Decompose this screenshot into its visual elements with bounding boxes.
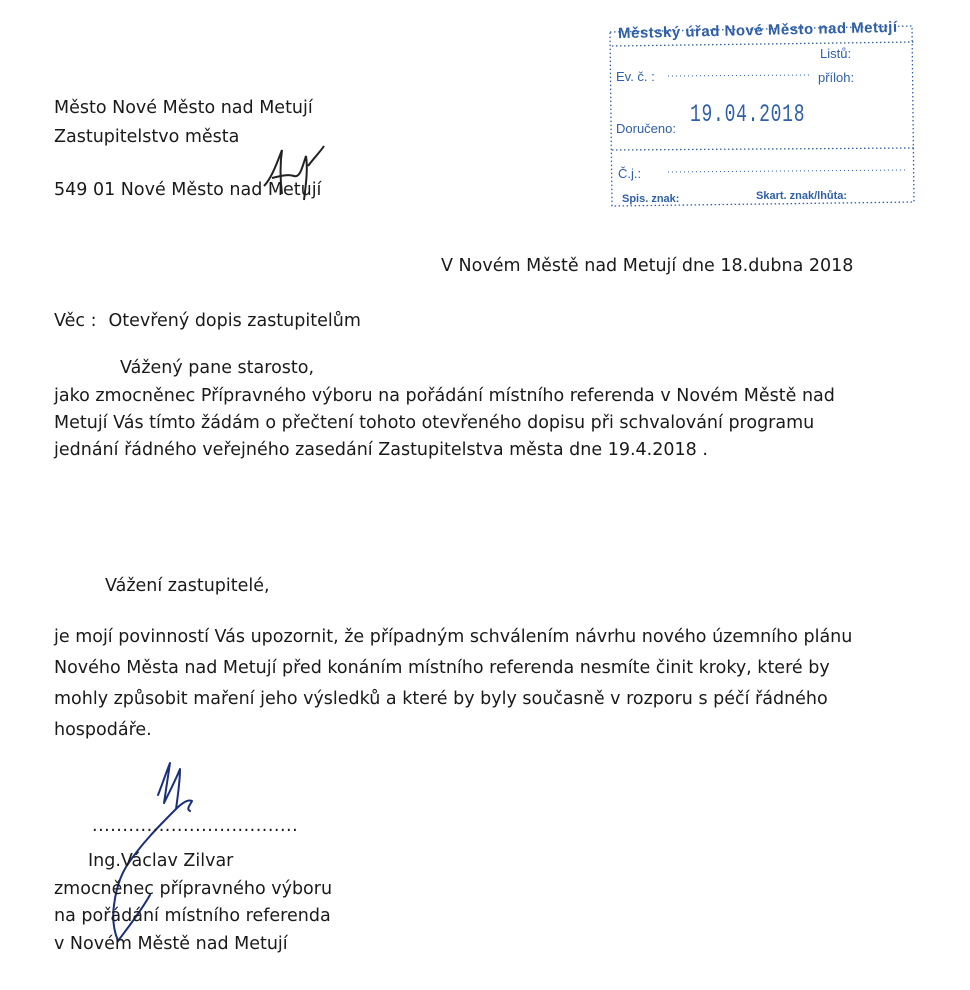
stamp-cj-label: Č.j.: xyxy=(618,166,642,181)
paragraph-line: hospodáře. xyxy=(54,720,152,740)
stamp-title: Městský úřad Nové Město nad Metují xyxy=(617,18,898,43)
registry-stamp xyxy=(606,18,916,208)
salutation-councillors: Vážení zastupitelé, xyxy=(105,576,270,596)
salutation-mayor: Vážený pane starosto, xyxy=(120,358,315,378)
subject-line xyxy=(54,311,361,331)
stamp-skart-label: Skart. znak/lhůta: xyxy=(756,190,848,202)
stamp-listu-label: Listů: xyxy=(820,46,852,61)
paragraph-warning xyxy=(54,622,934,746)
paragraph-line: Nového Města nad Metují před konáním místního referenda nesmíte činit kroky, které by xyxy=(54,658,830,678)
stamp-ev-label: Ev. č. : xyxy=(616,69,655,84)
stamp-priloh-label: příloh: xyxy=(818,70,855,85)
paragraph-line: mohly způsobit maření jeho výsledků a které by byly současně v rozporu s péčí řádného xyxy=(54,689,828,709)
signatory-name: Ing.Václav Zilvar xyxy=(88,851,234,871)
recipient-line-3: 549 01 Nové Město nad Metují xyxy=(54,180,322,200)
paragraph-line: je mojí povinností Vás upozornit, že případným schválením návrhu nového územního plánu xyxy=(54,627,853,647)
signatory-role-line-3: v Novém Městě nad Metují xyxy=(54,934,288,954)
signatory-role-line-2: na pořádání místního referenda xyxy=(54,906,331,926)
subject-label: Věc : xyxy=(54,311,97,331)
stamp-doruceno-label: Doručeno: xyxy=(616,121,676,136)
recipient-line-1: Město Nové Město nad Metují xyxy=(54,98,313,118)
place-date-line: V Novém Městě nad Metují dne 18.dubna 2018 xyxy=(441,256,854,276)
paragraph-line: Metují Vás tímto žádám o přečtení tohoto otevřeného dopisu při schvalování programu xyxy=(54,413,815,433)
paragraph-request xyxy=(54,383,914,464)
stamp-date: 19.04.2018 xyxy=(690,100,806,129)
subject-text: Otevřený dopis zastupitelům xyxy=(108,311,361,331)
paragraph-line: jednání řádného veřejného zasedání Zastupitelstva města dne 19.4.2018 . xyxy=(54,440,708,460)
recipient-line-2: Zastupitelstvo města xyxy=(54,127,240,147)
signatory-role-line-1: zmocněnec přípravného výboru xyxy=(54,879,333,899)
paragraph-line: jako zmocněnec Přípravného výboru na pořádání místního referenda v Novém Městě nad xyxy=(54,386,835,406)
stamp-spis-label: Spis. znak: xyxy=(622,193,680,205)
signature-dotted-line: .................................. xyxy=(92,816,299,836)
